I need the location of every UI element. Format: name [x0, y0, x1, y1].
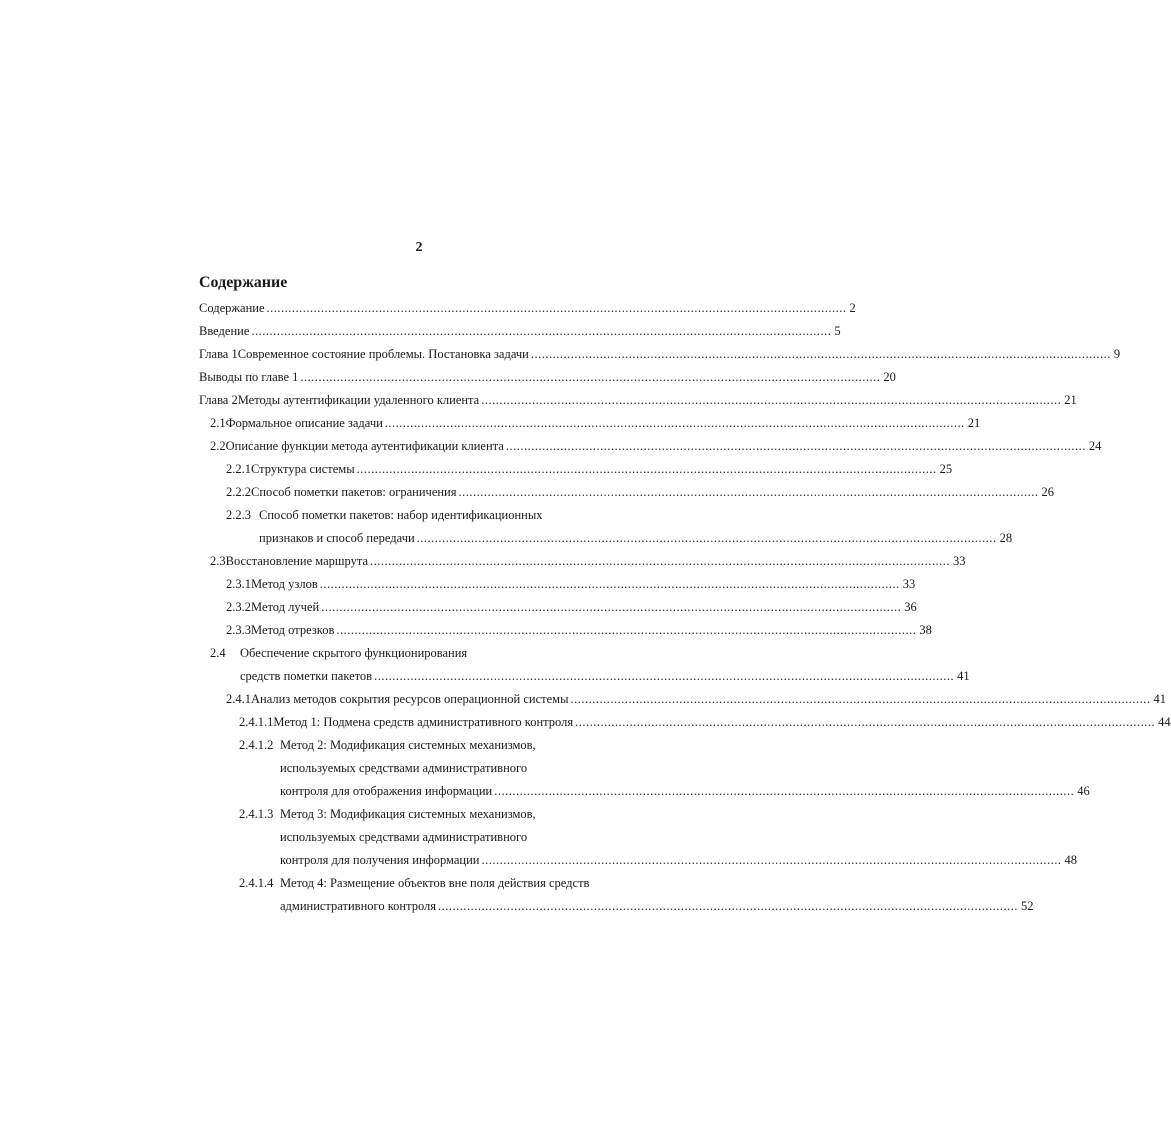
- toc-entry-page: 28: [999, 531, 1013, 545]
- toc-entry[interactable]: [199, 876, 639, 899]
- toc-entry[interactable]: [199, 899, 1034, 922]
- toc-entry[interactable]: [199, 416, 981, 439]
- toc-entry[interactable]: [199, 807, 639, 830]
- toc-entry-text: средств пометки пакетов: [240, 669, 373, 683]
- toc-entry[interactable]: [199, 600, 917, 623]
- toc-entry[interactable]: [199, 692, 1166, 715]
- toc-entry-number: 2.2.1: [226, 462, 251, 476]
- toc-entry-page: 38: [919, 623, 932, 637]
- toc-entry-text: Метод 3: Модификация системных механизмов,: [280, 807, 536, 821]
- toc-entry-page: 33: [953, 554, 966, 568]
- toc-entry-text: Методы аутентификации удаленного клиента: [237, 393, 480, 407]
- toc-entry-number: 2.1: [210, 416, 226, 430]
- toc-entry-page: 2: [849, 301, 856, 315]
- toc-entry[interactable]: [199, 531, 1013, 554]
- toc-entry-text: Описание функции метода аутентификации клиента: [225, 439, 504, 453]
- toc-entry[interactable]: [199, 623, 932, 646]
- toc-entry-number: 2.3.2: [226, 600, 251, 614]
- toc-entry-number: 2.4: [210, 646, 226, 660]
- toc-entry-page: 26: [1041, 485, 1054, 499]
- toc-entry-text: Метод отрезков: [251, 623, 335, 637]
- toc-entry-number: 2.4.1.2: [239, 738, 274, 752]
- toc-entry-text: Восстановление маршрута: [225, 554, 369, 568]
- toc-entry-number: 2.2.2: [226, 485, 251, 499]
- toc-entry-number: Глава 2: [199, 393, 238, 407]
- toc-entry[interactable]: [199, 669, 970, 692]
- toc-entry-text: Введение: [199, 324, 250, 338]
- toc-entry-number: 2.3.1: [226, 577, 251, 591]
- toc-entry-page: 5: [834, 324, 841, 338]
- toc-entry-text: Метод 2: Модификация системных механизмов,: [280, 738, 536, 752]
- toc-entry[interactable]: [199, 577, 916, 600]
- toc-entry[interactable]: [199, 784, 1090, 807]
- toc-entry[interactable]: [199, 393, 1077, 416]
- toc-entry-page: 25: [939, 462, 953, 476]
- toc-entry-text: Метод узлов: [251, 577, 318, 591]
- toc-entry-page: 24: [1088, 439, 1102, 453]
- toc-entry-text: Способ пометки пакетов: ограничения: [251, 485, 457, 499]
- toc-entry-text: контроля для получения информации: [280, 853, 480, 867]
- toc-entry-page: 41: [1153, 692, 1166, 706]
- toc-entry-text: Выводы по главе 1: [199, 370, 299, 384]
- toc-entry-text: Метод 1: Подмена средств административного контроля: [273, 715, 574, 729]
- toc-entry-number: 2.2: [210, 439, 226, 453]
- toc-entry-text: признаков и способ передачи: [259, 531, 415, 545]
- toc-entry-page: 46: [1077, 784, 1090, 798]
- toc-entry-text: Метод 4: Размещение объектов вне поля действия средств: [280, 876, 590, 890]
- toc-entry-number: 2.4.1: [226, 692, 251, 706]
- toc-entry-page: 20: [883, 370, 896, 384]
- toc-entry[interactable]: [199, 738, 639, 761]
- toc-entry[interactable]: [199, 324, 841, 347]
- toc-entry-text: Современное состояние проблемы. Постановка задачи: [237, 347, 529, 361]
- toc-entry-number: 2.4.1.4: [239, 876, 274, 890]
- toc-entry[interactable]: [199, 554, 966, 577]
- toc-entry-text: Структура системы: [251, 462, 355, 476]
- toc-entry[interactable]: [199, 508, 639, 531]
- toc-entry-page: 48: [1064, 853, 1077, 867]
- toc-entry[interactable]: [199, 439, 1102, 462]
- toc-entry-text: Способ пометки пакетов: набор идентификационных: [259, 508, 543, 522]
- toc-entry-number: 2.4.1.1: [239, 715, 274, 729]
- toc-entry-number: 2.4.1.3: [239, 807, 274, 821]
- toc-entry-number: 2.2.3: [226, 508, 251, 522]
- toc-entry-number: 2.3: [210, 554, 226, 568]
- toc-entry-text: используемых средствами административного: [280, 830, 528, 844]
- toc-entry-text: административного контроля: [280, 899, 437, 913]
- toc-entry-page: 21: [1064, 393, 1077, 407]
- toc-entry-page: 44: [1158, 715, 1171, 729]
- toc-entry-text: используемых средствами административного: [280, 761, 528, 775]
- toc-entry-text: контроля для отображения информации: [280, 784, 493, 798]
- toc-entry-page: 33: [902, 577, 916, 591]
- toc-entry-text: Обеспечение скрытого функционирования: [240, 646, 468, 660]
- toc-entry-text: Содержание: [199, 301, 265, 315]
- toc-entry[interactable]: [199, 853, 1077, 876]
- table-of-contents: [199, 301, 1171, 922]
- toc-entry[interactable]: [199, 462, 953, 485]
- toc-entry-page: 52: [1021, 899, 1034, 913]
- toc-entry[interactable]: [199, 830, 639, 853]
- toc-entry[interactable]: [199, 715, 1171, 738]
- toc-entry[interactable]: [199, 646, 639, 669]
- toc-entry-page: 9: [1113, 347, 1121, 361]
- toc-entry-text: Метод лучей: [251, 600, 320, 614]
- toc-entry[interactable]: [199, 370, 896, 393]
- toc-entry-text: Формальное описание задачи: [225, 416, 383, 430]
- toc-entry-page: 41: [957, 669, 970, 683]
- page-number: 2: [415, 240, 423, 255]
- toc-entry[interactable]: [199, 301, 856, 324]
- toc-entry[interactable]: [199, 761, 639, 784]
- toc-title: Содержание: [199, 274, 288, 291]
- toc-entry-number: Глава 1: [199, 347, 238, 361]
- toc-entry[interactable]: [199, 485, 1054, 508]
- toc-entry[interactable]: [199, 347, 1121, 370]
- toc-entry-text: Анализ методов сокрытия ресурсов операционной системы: [251, 692, 569, 706]
- toc-entry-page: 36: [904, 600, 917, 614]
- toc-entry-page: 21: [967, 416, 981, 430]
- toc-entry-number: 2.3.3: [226, 623, 251, 637]
